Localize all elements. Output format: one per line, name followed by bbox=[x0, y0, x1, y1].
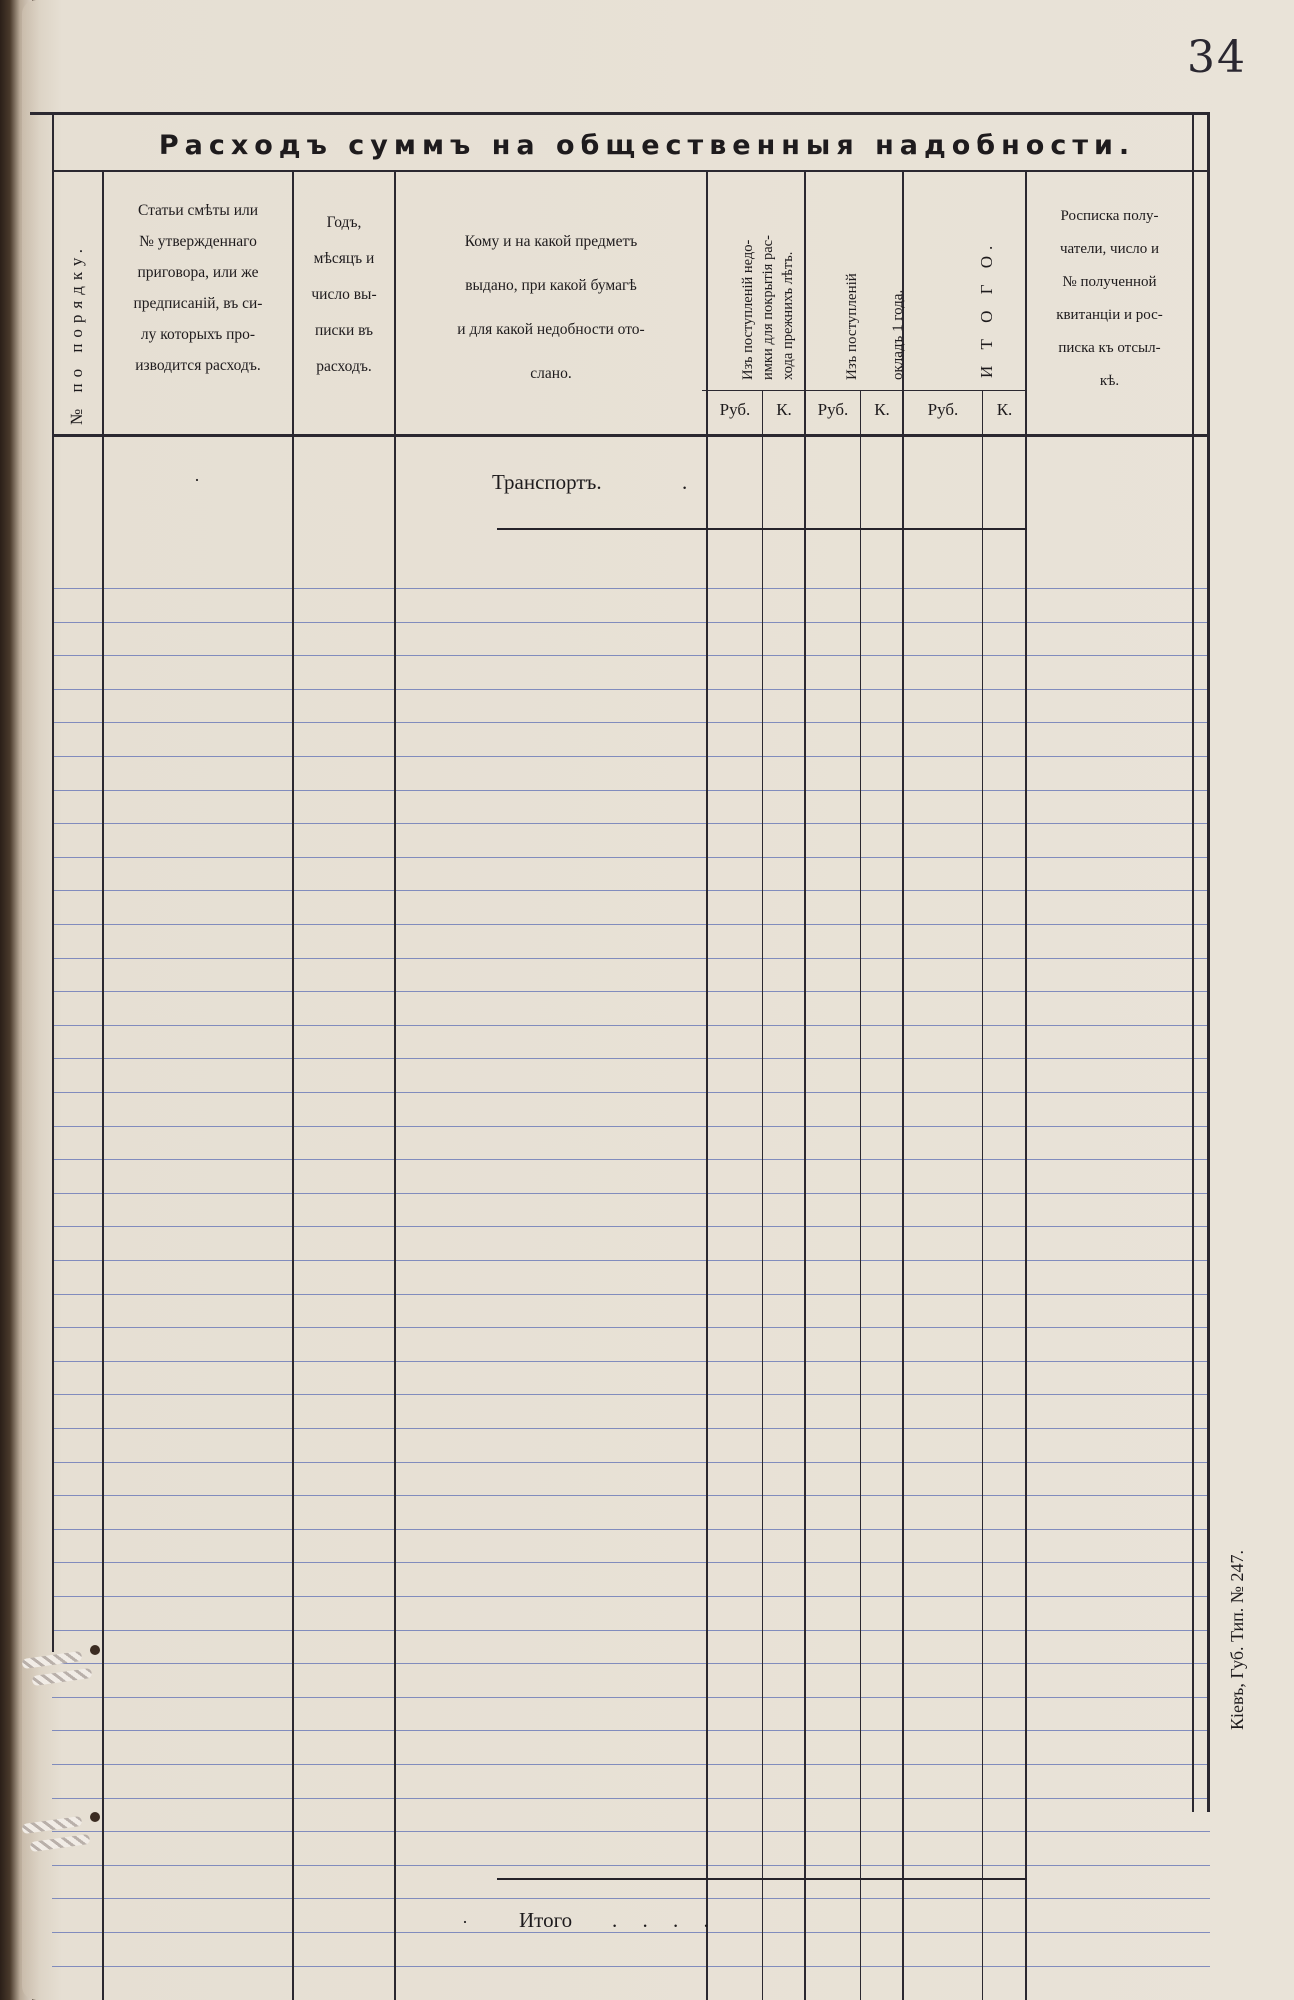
col-divider-8 bbox=[902, 170, 904, 2000]
sub-label-kop-2: К. bbox=[874, 400, 890, 419]
ruled-line bbox=[52, 1529, 1210, 1530]
col-divider-5 bbox=[762, 390, 763, 2000]
col-header-arrears-2: имки для покрытія рас- bbox=[760, 235, 776, 380]
ruled-line bbox=[52, 1831, 1210, 1832]
sub-label-kop-3: К. bbox=[996, 400, 1013, 419]
ruled-line bbox=[52, 1730, 1210, 1731]
ruled-line bbox=[52, 991, 1210, 992]
border-left bbox=[52, 112, 54, 1652]
sub-label-rub-1: Руб. bbox=[719, 400, 751, 419]
ruled-line bbox=[52, 1966, 1210, 1967]
sub-label-rub-3: Руб. bbox=[927, 400, 959, 419]
col-header-current-2: окладъ 1 года. bbox=[890, 289, 906, 380]
ruled-line bbox=[52, 1596, 1210, 1597]
ruled-line bbox=[52, 823, 1210, 824]
binding-hole bbox=[90, 1645, 100, 1655]
page-number: 34 bbox=[1187, 32, 1247, 83]
total-mark-dot: · bbox=[462, 1912, 468, 1932]
binding-thread bbox=[32, 1668, 93, 1686]
sub-label-rub-2: Руб. bbox=[817, 400, 849, 419]
col-header-current-1: Изъ поступленій bbox=[844, 273, 860, 380]
ruled-line bbox=[52, 1193, 1210, 1194]
ruled-line bbox=[52, 1495, 1210, 1496]
ruled-line bbox=[52, 655, 1210, 656]
ruled-line bbox=[52, 1394, 1210, 1395]
col-header-total: И Т О Г О. bbox=[977, 239, 996, 378]
col-divider-10 bbox=[1025, 170, 1027, 2000]
ruled-line bbox=[52, 1428, 1210, 1429]
ruled-line bbox=[52, 756, 1210, 757]
header-title-rule bbox=[52, 170, 1210, 172]
ruled-line bbox=[52, 1697, 1210, 1698]
ruled-line bbox=[52, 890, 1210, 891]
col-divider-6 bbox=[804, 170, 806, 2000]
header-top-rule bbox=[30, 112, 1210, 115]
col-header-recipient: Кому и на какой предметъ выдано, при какой бумагѣ и для какой недобности ото- слано. bbox=[457, 233, 645, 382]
binding-thread bbox=[30, 1834, 91, 1852]
col-divider-3 bbox=[394, 170, 396, 2000]
ruled-line bbox=[52, 1798, 1210, 1799]
ruled-line bbox=[52, 722, 1210, 723]
ruled-line bbox=[52, 1126, 1210, 1127]
border-right-outer bbox=[1207, 112, 1210, 1812]
col-header-articles: Статьи смѣты или № утвержденнаго приговора, или же предписаній, въ си- лу которыхъ про- изводится расходъ. bbox=[133, 202, 263, 374]
border-right bbox=[1192, 112, 1194, 1812]
ruled-line bbox=[52, 1058, 1210, 1059]
col-divider-1 bbox=[102, 170, 104, 2000]
col-divider-4 bbox=[706, 170, 708, 2000]
ruled-line bbox=[52, 790, 1210, 791]
col-divider-2 bbox=[292, 170, 294, 2000]
col-header-date: Годъ, мѣсяцъ и число вы- писки въ расходъ. bbox=[311, 214, 377, 375]
ruled-line bbox=[52, 689, 1210, 690]
mark-dot: · bbox=[194, 470, 200, 490]
transport-label: Транспортъ. bbox=[492, 470, 602, 494]
ledger-page bbox=[22, 0, 1294, 2000]
ruled-line bbox=[52, 1663, 1210, 1664]
col-header-arrears-1: Изъ поступленій недо- bbox=[740, 239, 756, 380]
ruled-line bbox=[52, 1294, 1210, 1295]
subheader-rule bbox=[702, 390, 1027, 391]
ruled-line bbox=[52, 622, 1210, 623]
ruled-line bbox=[52, 1764, 1210, 1765]
col-divider-9 bbox=[982, 390, 983, 2000]
ruled-line bbox=[52, 857, 1210, 858]
ruled-line bbox=[52, 1630, 1210, 1631]
ruled-line bbox=[52, 1226, 1210, 1227]
ruled-line bbox=[52, 1092, 1210, 1093]
ruled-line bbox=[52, 1898, 1210, 1899]
ruled-line bbox=[52, 1260, 1210, 1261]
binding-thread bbox=[22, 1651, 82, 1669]
binding-hole bbox=[90, 1812, 100, 1822]
col-divider-7 bbox=[860, 390, 861, 2000]
total-overline bbox=[497, 1878, 1027, 1880]
ruled-line bbox=[52, 924, 1210, 925]
col-header-arrears-3: хода прежнихъ лѣтъ. bbox=[780, 251, 796, 380]
col-header-receipt: Росписка полу- чатели, число и № полученной квитанціи и рос- писка къ отсыл- кѣ. bbox=[1056, 208, 1163, 389]
printer-imprint: Кіевъ, Губ. Тип. № 247. bbox=[1227, 1550, 1247, 1730]
ruled-line bbox=[52, 1562, 1210, 1563]
ruled-line bbox=[52, 1025, 1210, 1026]
ruled-line bbox=[52, 1159, 1210, 1160]
ruled-line bbox=[52, 1462, 1210, 1463]
ruled-line bbox=[52, 588, 1210, 589]
page-title: Расходъ суммъ на общественныя надобности. bbox=[158, 130, 1136, 161]
transport-dot: . bbox=[682, 470, 688, 494]
ruled-line bbox=[52, 1327, 1210, 1328]
ruled-line bbox=[52, 958, 1210, 959]
col-header-number: № по порядку. bbox=[67, 243, 86, 425]
ruled-line bbox=[52, 1361, 1210, 1362]
total-dots: . . . . bbox=[612, 1908, 719, 1932]
sub-label-kop-1: К. bbox=[776, 400, 792, 419]
ruled-line bbox=[52, 1865, 1210, 1866]
transport-underline bbox=[497, 528, 1027, 530]
total-label: Итого bbox=[519, 1908, 573, 1932]
header-bottom-rule bbox=[52, 434, 1210, 437]
